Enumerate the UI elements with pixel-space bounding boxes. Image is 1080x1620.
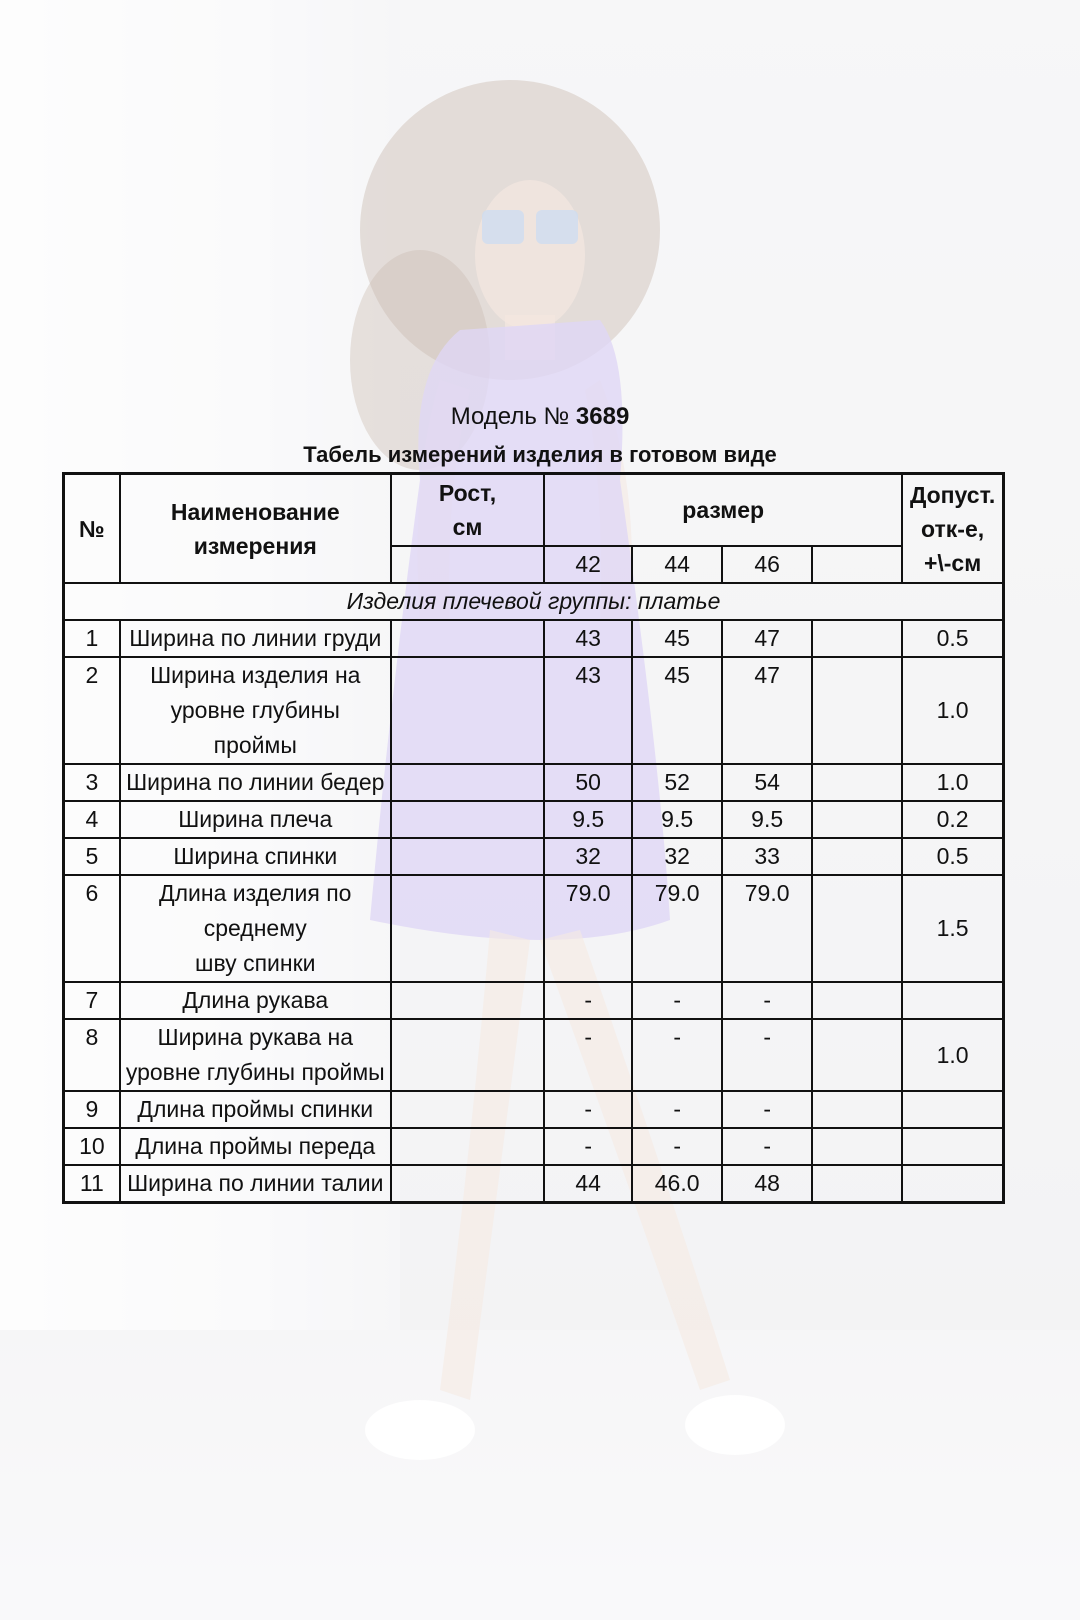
row-size-value: -	[544, 982, 632, 1019]
row-size-value: 46.0	[632, 1165, 722, 1203]
row-name	[120, 982, 391, 1019]
row-tolerance: 0.5	[902, 620, 1003, 657]
header-height	[391, 474, 544, 547]
header-size: размер	[544, 474, 902, 547]
table-row	[64, 1128, 1004, 1165]
row-size-value: -	[632, 1019, 722, 1091]
row-name-line: уровне глубины	[170, 697, 340, 723]
header-tolerance	[902, 474, 1003, 584]
row-size-value: -	[722, 1128, 812, 1165]
row-tolerance	[902, 1165, 1003, 1203]
row-number: 8	[64, 1019, 120, 1091]
row-name-line: среднему	[203, 915, 307, 941]
row-number: 10	[64, 1128, 120, 1165]
row-tolerance	[902, 1091, 1003, 1128]
row-name-line: уровне глубины проймы	[125, 1059, 385, 1085]
row-size-value: 52	[632, 764, 722, 801]
row-tolerance: 0.2	[902, 801, 1003, 838]
row-size-value: -	[544, 1019, 632, 1091]
row-size-value: 32	[544, 838, 632, 875]
row-height	[391, 764, 544, 801]
row-size-value: 9.5	[722, 801, 812, 838]
header-number: №	[64, 474, 120, 584]
row-name-line: Длина проймы переда	[135, 1133, 376, 1159]
group-label: Изделия плечевой группы: платье	[64, 583, 1004, 620]
row-size-value: 47	[722, 620, 812, 657]
row-tolerance	[902, 982, 1003, 1019]
row-name	[120, 1091, 391, 1128]
row-size-value: -	[632, 982, 722, 1019]
row-number: 9	[64, 1091, 120, 1128]
row-size-value: 79.0	[544, 875, 632, 982]
row-size-value	[812, 764, 902, 801]
row-name	[120, 838, 391, 875]
row-height	[391, 982, 544, 1019]
row-number: 5	[64, 838, 120, 875]
header-name-line2: измерения	[193, 532, 317, 559]
row-name	[120, 764, 391, 801]
row-name-line: Ширина спинки	[173, 843, 338, 869]
row-name-line: проймы	[213, 732, 297, 758]
table-row	[64, 875, 1004, 982]
header-tol-line3: +\-см	[923, 549, 982, 576]
row-size-value: 54	[722, 764, 812, 801]
row-size-value: 79.0	[632, 875, 722, 982]
table-row	[64, 801, 1004, 838]
row-height	[391, 838, 544, 875]
row-name	[120, 1019, 391, 1091]
row-name	[120, 620, 391, 657]
model-prefix: Модель №	[450, 403, 570, 430]
table-row	[64, 982, 1004, 1019]
row-size-value	[812, 1019, 902, 1091]
row-height	[391, 657, 544, 764]
model-title	[0, 403, 1080, 431]
row-size-value: -	[544, 1091, 632, 1128]
row-number: 1	[64, 620, 120, 657]
row-name-line: Ширина по линии талии	[127, 1170, 384, 1196]
row-size-value: -	[722, 1091, 812, 1128]
row-number: 7	[64, 982, 120, 1019]
row-size-value	[812, 1091, 902, 1128]
row-size-value: 43	[544, 620, 632, 657]
row-size-value	[812, 657, 902, 764]
row-tolerance: 1.0	[902, 764, 1003, 801]
row-size-value: -	[544, 1128, 632, 1165]
row-size-value: 45	[632, 657, 722, 764]
row-size-value	[812, 1165, 902, 1203]
row-height	[391, 620, 544, 657]
row-name-line: Длина рукава	[182, 987, 329, 1013]
row-size-value	[812, 801, 902, 838]
row-name-line: Длина проймы спинки	[137, 1096, 374, 1122]
table-row	[64, 838, 1004, 875]
row-size-value: 9.5	[544, 801, 632, 838]
row-name	[120, 1128, 391, 1165]
header-name-line1: Наименование	[170, 498, 340, 525]
row-name-line: Ширина плеча	[178, 806, 333, 832]
row-height	[391, 1128, 544, 1165]
table-row	[64, 657, 1004, 764]
row-height	[391, 875, 544, 982]
size-header	[812, 546, 902, 583]
header-height-line1: Рост,	[438, 480, 497, 506]
row-size-value: 44	[544, 1165, 632, 1203]
table-row	[64, 1165, 1004, 1203]
row-number: 2	[64, 657, 120, 764]
row-size-value: -	[632, 1128, 722, 1165]
row-height	[391, 1165, 544, 1203]
row-size-value	[812, 620, 902, 657]
row-size-value: 43	[544, 657, 632, 764]
row-number: 3	[64, 764, 120, 801]
row-name	[120, 801, 391, 838]
row-name	[120, 875, 391, 982]
row-number: 4	[64, 801, 120, 838]
row-size-value: -	[722, 982, 812, 1019]
header-height-empty	[391, 546, 544, 583]
table-row	[64, 620, 1004, 657]
row-tolerance: 0.5	[902, 838, 1003, 875]
row-tolerance: 1.0	[902, 1019, 1003, 1091]
row-size-value	[812, 1128, 902, 1165]
row-size-value: -	[722, 1019, 812, 1091]
row-size-value: 48	[722, 1165, 812, 1203]
size-header: 46	[722, 546, 812, 583]
row-size-value: 32	[632, 838, 722, 875]
row-name-line: шву спинки	[195, 950, 316, 976]
measurement-table	[62, 472, 1005, 1204]
size-header: 42	[544, 546, 632, 583]
size-header: 44	[632, 546, 722, 583]
row-tolerance: 1.0	[902, 657, 1003, 764]
row-name-line: Ширина по линии груди	[129, 625, 382, 651]
table-row	[64, 1019, 1004, 1091]
row-height	[391, 801, 544, 838]
row-size-value: -	[632, 1091, 722, 1128]
row-name-line: Длина изделия по	[159, 880, 352, 906]
measurement-rows	[64, 620, 1004, 1203]
row-size-value: 47	[722, 657, 812, 764]
row-size-value	[812, 875, 902, 982]
model-number: 3689	[575, 403, 630, 430]
row-size-value	[812, 982, 902, 1019]
header-name	[120, 474, 391, 584]
row-size-value: 33	[722, 838, 812, 875]
row-number: 11	[64, 1165, 120, 1203]
row-name-line: Ширина рукава на	[157, 1024, 353, 1050]
row-size-value: 9.5	[632, 801, 722, 838]
table-row	[64, 1091, 1004, 1128]
row-size-value	[812, 838, 902, 875]
row-tolerance: 1.5	[902, 875, 1003, 982]
row-tolerance	[902, 1128, 1003, 1165]
row-name-line: Ширина изделия на	[150, 662, 361, 688]
table-row	[64, 764, 1004, 801]
row-name	[120, 1165, 391, 1203]
row-size-value: 79.0	[722, 875, 812, 982]
row-size-value: 50	[544, 764, 632, 801]
header-tol-line1: Допуст.	[909, 481, 996, 508]
row-number: 6	[64, 875, 120, 982]
row-size-value: 45	[632, 620, 722, 657]
header-tol-line2: отк-е,	[921, 515, 985, 542]
row-height	[391, 1019, 544, 1091]
row-name-line: Ширина по линии бедер	[126, 769, 385, 795]
row-height	[391, 1091, 544, 1128]
table-title: Табель измерений изделия в готовом виде	[303, 442, 777, 467]
row-name	[120, 657, 391, 764]
header-height-line2: см	[452, 514, 483, 540]
